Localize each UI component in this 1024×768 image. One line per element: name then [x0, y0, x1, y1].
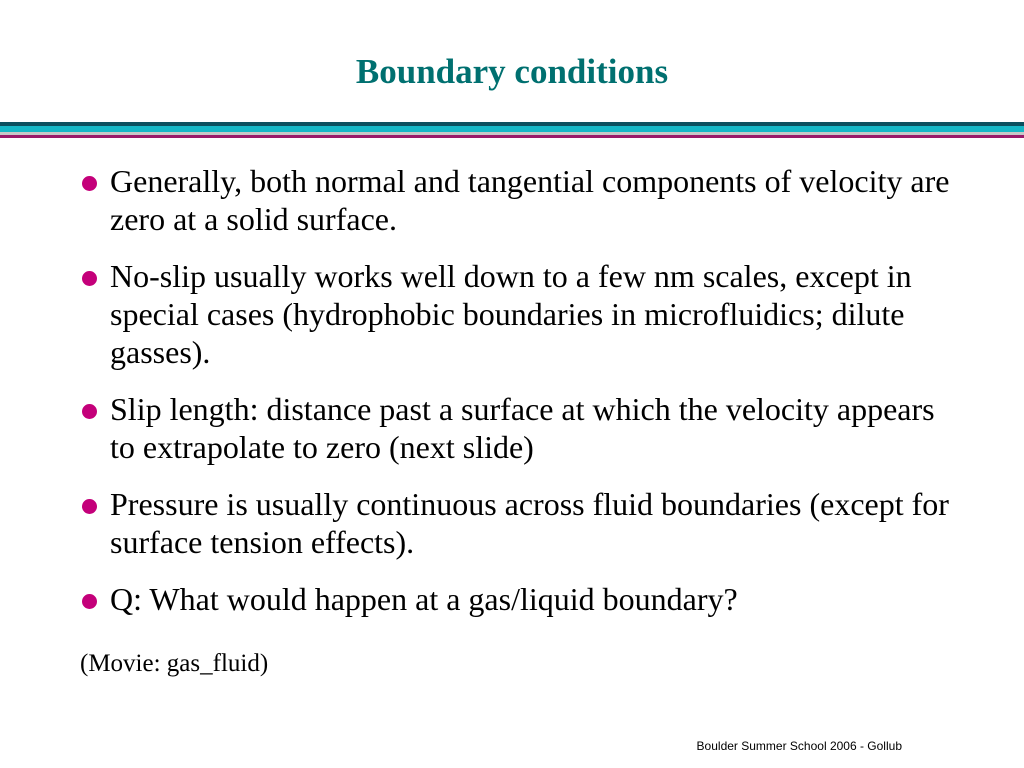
header-rule-magenta — [0, 135, 1024, 138]
slide-title: Boundary conditions — [355, 52, 669, 91]
bullet-text: Q: What would happen at a gas/liquid boundary? — [110, 581, 738, 617]
bullet-item — [80, 257, 960, 371]
bullet-text: Generally, both normal and tangential components of velocity are zero at a solid surface. — [110, 163, 950, 237]
bullet-item — [80, 580, 960, 618]
bullet-item — [80, 390, 960, 466]
movie-note: (Movie: gas_fluid) — [80, 650, 269, 677]
bullet-text: Slip length: distance past a surface at which the velocity appears to extrapolate to zero (next slide) — [110, 391, 935, 465]
bullet-dot-icon — [82, 176, 97, 191]
bullet-item — [80, 162, 960, 238]
bullet-list — [80, 162, 960, 637]
bullet-item — [80, 485, 960, 561]
bullet-text: Pressure is usually continuous across fluid boundaries (except for surface tension effects). — [110, 486, 949, 560]
footer-credit: Boulder Summer School 2006 - Gollub — [696, 739, 902, 753]
bullet-text: No-slip usually works well down to a few nm scales, except in special cases (hydrophobic boundaries in microfluidics; dilute gasses). — [110, 258, 912, 370]
bullet-dot-icon — [82, 594, 97, 609]
bullet-dot-icon — [82, 499, 97, 514]
bullet-dot-icon — [82, 404, 97, 419]
bullet-dot-icon — [82, 271, 97, 286]
